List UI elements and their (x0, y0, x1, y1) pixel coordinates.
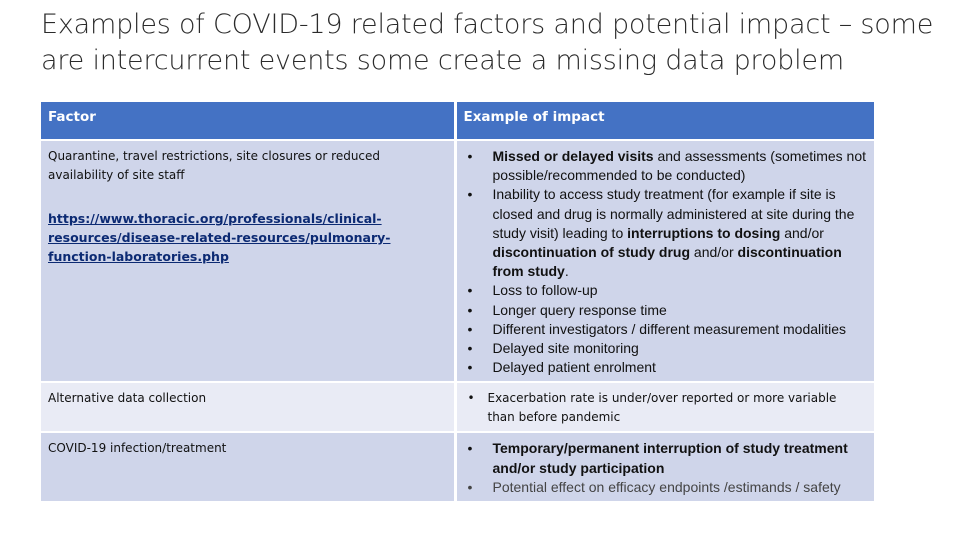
column-header-factor: Factor (41, 102, 455, 140)
bullet-icon: • (467, 340, 473, 357)
list-item: • Inability to access study treatment (for example if site is closed and drug is normally administered at site during the study visit) leading to interruptions to dosing and/or discontinuation of study drug and/or discontinuation from study. (467, 186, 855, 280)
factor-cell (41, 382, 455, 432)
table-row (41, 382, 874, 432)
factor-cell (41, 432, 455, 501)
impact-list (464, 389, 868, 427)
page-title: Examples of COVID-19 related factors and potential impact – some are intercurrent events some create a missing data problem (41, 9, 934, 76)
factor-text: Alternative data collection (48, 391, 207, 406)
table-row (41, 140, 874, 382)
bullet-icon: • (467, 440, 473, 457)
factor-text: Quarantine, travel restrictions, site closures or reduced availability of site staff (48, 149, 381, 182)
impact-cell (455, 382, 874, 432)
bullet-icon: • (467, 148, 473, 164)
factor-cell (41, 140, 455, 382)
bullet-icon: • (467, 282, 473, 299)
bullet-icon: • (467, 359, 473, 376)
impact-cell (455, 140, 874, 382)
list-item: • Temporary/permanent interruption of study treatment and/or study participation (467, 440, 848, 476)
factor-text: COVID-19 infection/treatment (48, 441, 227, 456)
impact-list (464, 147, 868, 377)
list-item: • Loss to follow-up (464, 281, 868, 300)
bullet-icon: • (467, 478, 473, 495)
list-item: • Missed or delayed visits and assessments (sometimes not possible/recommended to be conducted) (467, 148, 866, 184)
bullet-icon: • (467, 186, 473, 203)
impact-cell (455, 432, 874, 501)
impact-table (41, 102, 874, 501)
table-header-row (41, 102, 874, 140)
bullet-icon: • (467, 391, 475, 406)
list-item: • Potential effect on efficacy endpoints /estimands / safety (464, 478, 868, 497)
bullet-icon: • (467, 320, 473, 337)
thoracic-link[interactable]: https://www.thoracic.org/professionals/clinical-resources/disease-related-resources/pulmonary-function-laboratories.php (48, 211, 391, 264)
list-item: • Longer query response time (464, 301, 868, 320)
bullet-icon: • (467, 301, 473, 318)
list-item: • Exacerbation rate is under/over reported or more variable than before pandemic (467, 391, 837, 425)
list-item: • Delayed patient enrolment (464, 358, 868, 377)
list-item: • Delayed site monitoring (464, 339, 868, 358)
impact-list (464, 439, 868, 497)
table-row (41, 432, 874, 501)
list-item: • Different investigators / different measurement modalities (464, 320, 868, 339)
column-header-impact: Example of impact (455, 102, 874, 140)
